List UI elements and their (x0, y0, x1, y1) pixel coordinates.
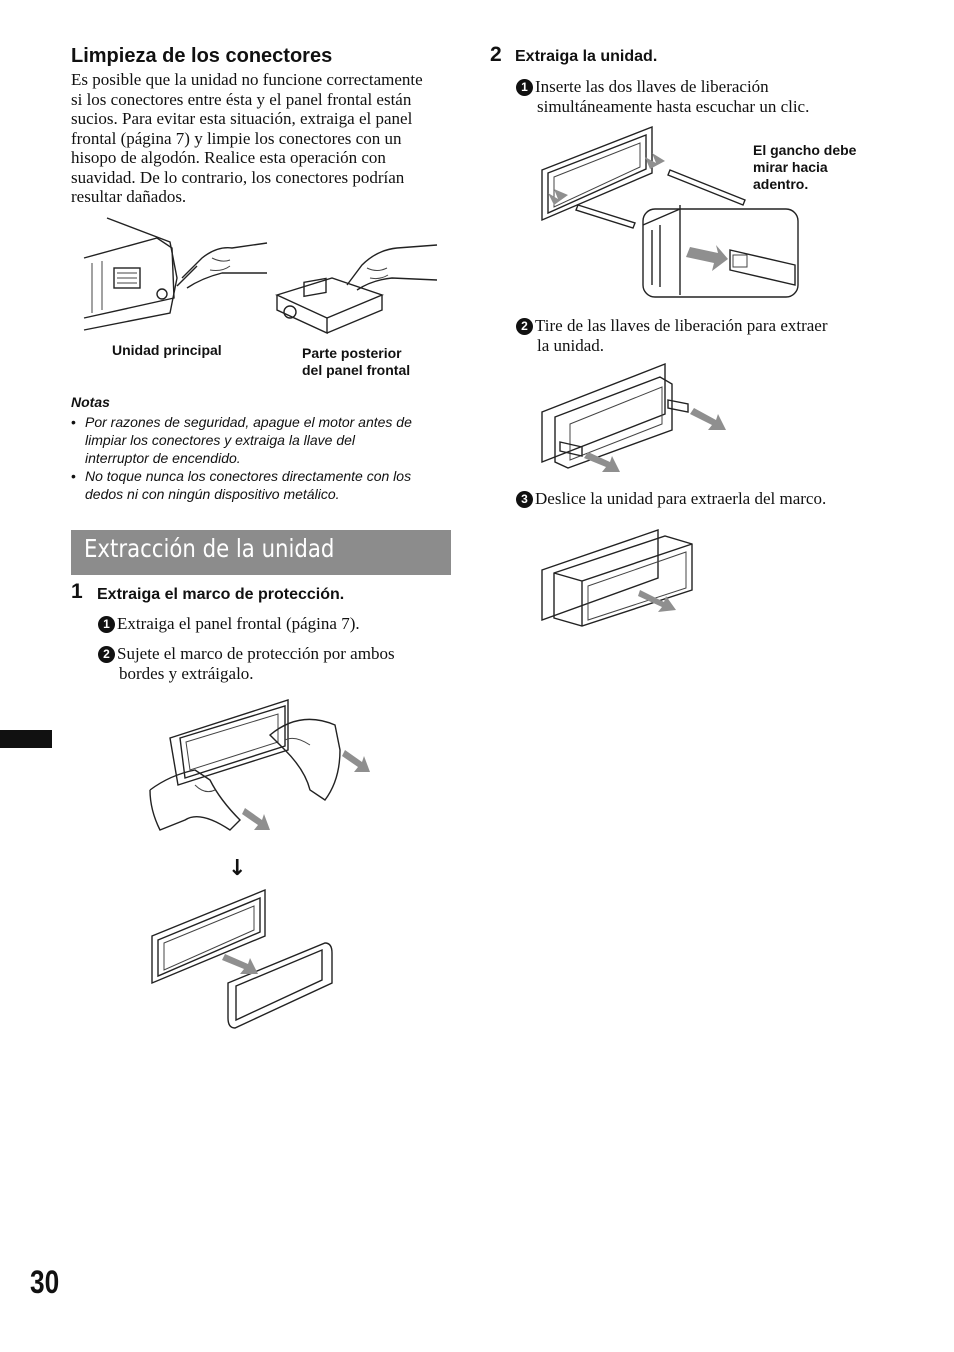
sidebar-section-tab (0, 730, 52, 748)
note-item (71, 467, 456, 503)
substep-text: la unidad. (537, 336, 605, 355)
step2-substep-1 (516, 77, 809, 117)
caption-line: Parte posterior (302, 345, 402, 361)
caption-front-panel-back (302, 345, 410, 379)
circled-number-icon: 1 (516, 79, 533, 96)
step-label-2: Extraiga la unidad. (515, 48, 658, 65)
note-line: interruptor de encendido. (85, 450, 241, 466)
circled-number-icon: 1 (98, 616, 115, 633)
paragraph-line: resultar dañados. (71, 187, 187, 206)
step-number-1: 1 (71, 580, 83, 603)
paragraph-line: hisopo de algodón. Realice esta operación con (71, 148, 386, 167)
notes-heading: Notas (71, 394, 110, 410)
release-keys-pull-illustration (540, 362, 730, 472)
paragraph-line: si los conectores entre ésta y el panel frontal están (71, 89, 412, 109)
notes-list (71, 413, 456, 503)
caption-line: El gancho debe (753, 142, 857, 158)
down-arrow-icon: ↓ (228, 856, 247, 881)
cleaning-paragraph (71, 70, 456, 207)
cleaning-main-unit-illustration (82, 218, 272, 338)
substep-text: Extraiga el panel frontal (página 7). (117, 614, 360, 633)
step1-substep-2 (98, 644, 395, 684)
substep-text: Tire de las llaves de liberación para extraer (535, 316, 828, 335)
paragraph-line: suavidad. De lo contrario, los conectores podrían (71, 167, 405, 187)
section-title-removal: Extracción de la unidad (84, 534, 335, 563)
note-line: Por razones de seguridad, apague el motor antes de (85, 414, 412, 430)
paragraph-line: sucios. Para evitar esta situación, extraiga el panel (71, 109, 413, 128)
frame-removal-hands-illustration (150, 690, 380, 850)
step1-substep-1 (98, 614, 360, 634)
step2-substep-3 (516, 489, 826, 509)
paragraph-line: Es posible que la unidad no funcione correctamente (71, 70, 423, 89)
hook-direction-note (753, 142, 856, 193)
substep-text: Sujete el marco de protección por ambos (117, 644, 395, 663)
circled-number-icon: 3 (516, 491, 533, 508)
caption-line: del panel frontal (302, 362, 411, 378)
caption-main-unit: Unidad principal (112, 342, 222, 358)
paragraph-line: frontal (página 7) y limpie los conectores con un (71, 128, 402, 148)
substep-text: simultáneamente hasta escuchar un clic. (537, 97, 810, 116)
note-item (71, 413, 456, 467)
note-line: limpiar los conectores y extraiga la llave del (85, 432, 356, 448)
substep-text: Inserte las dos llaves de liberación (535, 77, 769, 96)
section-title-cleaning: Limpieza de los conectores (71, 45, 333, 67)
caption-line: mirar hacia (753, 159, 828, 175)
circled-number-icon: 2 (516, 318, 533, 335)
note-line: dedos ni con ningún dispositivo metálico. (85, 486, 340, 502)
cleaning-front-panel-illustration (272, 240, 442, 335)
substep-text: bordes y extráigalo. (119, 664, 254, 683)
bullet-icon: • (71, 468, 76, 484)
unit-slide-out-illustration (540, 528, 700, 628)
substep-text: Deslice la unidad para extraerla del marco. (535, 489, 827, 508)
caption-line: adentro. (753, 176, 809, 192)
page-number: 30 (30, 1264, 60, 1300)
note-line: No toque nunca los conectores directamente con los (85, 468, 412, 484)
frame-removed-illustration (150, 888, 340, 1033)
step2-substep-2 (516, 316, 828, 356)
step-number-2: 2 (490, 43, 502, 66)
bullet-icon: • (71, 414, 76, 430)
circled-number-icon: 2 (98, 646, 115, 663)
step-label-1: Extraiga el marco de protección. (97, 586, 345, 603)
